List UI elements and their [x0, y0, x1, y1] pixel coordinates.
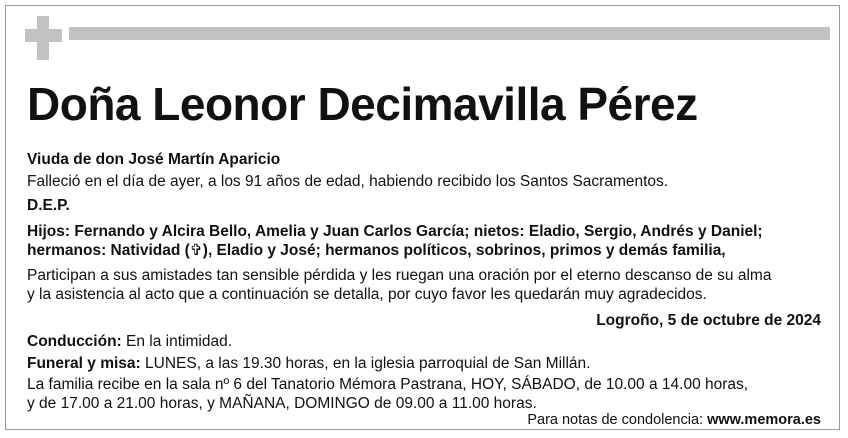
conduccion-line — [27, 332, 232, 352]
funeral-line — [27, 354, 590, 374]
family-line-2-post: ), Eladio y José; hermanos políticos, sobrinos, primos y demás familia, — [202, 242, 726, 259]
announce-line-1: Participan a sus amistades tan sensible pérdida y les ruegan una oración por el eterno descanso de su alma — [27, 267, 772, 284]
cross-icon-horizontal — [25, 29, 62, 42]
widow-line: Viuda de don José Martín Aparicio — [27, 151, 281, 168]
cross-icon — [25, 16, 62, 60]
reception-line-2: y de 17.00 a 21.00 horas, y MAÑANA, DOMINGO de 09.00 a 11.00 horas. — [27, 395, 537, 412]
place-date: Logroño, 5 de octubre de 2024 — [596, 312, 821, 329]
family-line-2 — [27, 241, 726, 261]
reception-line-1: La familia recibe en la sala nº 6 del Tanatorio Mémora Pastrana, HOY, SÁBADO, de 10.00 a 14.00 horas, — [27, 376, 749, 393]
announce-line-2: y la asistencia al acto que a continuación se detalla, por cuyo favor les quedarán muy agradecidos. — [27, 286, 707, 303]
family-line-2-pre: hermanos: Natividad ( — [27, 242, 190, 259]
condolence-link[interactable]: www.memora.es — [707, 412, 821, 428]
conduccion-label: Conducción: — [27, 333, 122, 350]
death-line: Falleció en el día de ayer, a los 91 años de edad, habiendo recibido los Santos Sacramentos. — [27, 173, 669, 190]
dep-line: D.E.P. — [27, 197, 70, 214]
funeral-label: Funeral y misa: — [27, 355, 141, 372]
condolence-footer — [527, 411, 821, 429]
conduccion-value: En la intimidad. — [121, 333, 232, 350]
deceased-cross-icon: ✞ — [189, 242, 203, 259]
header-rule — [69, 27, 830, 40]
deceased-name: Doña Leonor Decimavilla Pérez — [27, 78, 698, 130]
funeral-value: LUNES, a las 19.30 horas, en la iglesia parroquial de San Millán. — [140, 355, 591, 372]
condolence-label: Para notas de condolencia: — [527, 412, 708, 428]
family-line-1: Hijos: Fernando y Alcira Bello, Amelia y Juan Carlos García; nietos: Eladio, Sergio, Andrés y Daniel; — [27, 223, 763, 240]
